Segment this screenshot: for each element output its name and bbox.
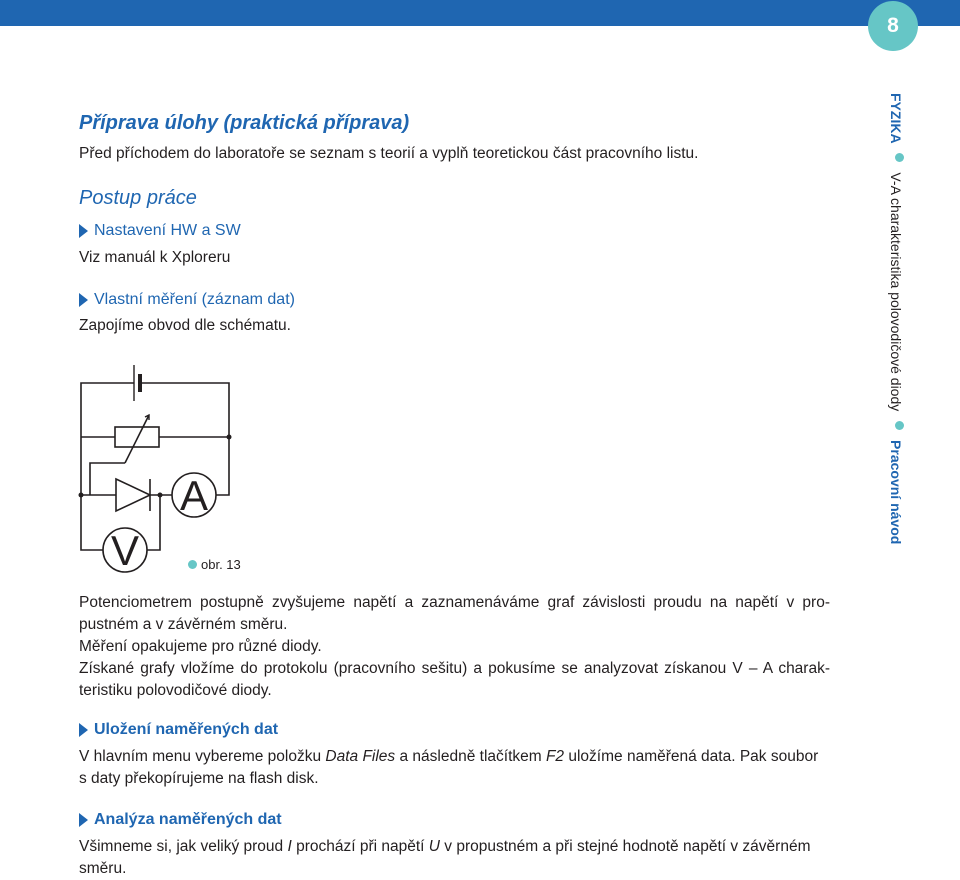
voltmeter-label: V <box>110 527 140 574</box>
figure-caption-text: obr. 13 <box>201 557 241 572</box>
section-heading-preparation: Příprava úlohy (praktická příprava) <box>79 112 410 134</box>
text-run: prochází při napětí <box>291 838 429 855</box>
subheading-label: Uložení naměřených dat <box>94 721 279 738</box>
figure-caption <box>188 557 241 572</box>
text-run: uložíme naměřená data. Pak soubor <box>564 748 819 765</box>
menu-item-name: Data Files <box>325 748 396 765</box>
measurement-text: Zapojíme obvod dle schématu. <box>79 317 291 334</box>
side-tab-kind: Pracovní návod <box>888 440 904 545</box>
side-tab-topic: V-A charakteristika polovodičové diody <box>888 172 904 412</box>
junction-dot <box>158 493 163 498</box>
procedure-line: Potenciometrem postupně zvyšujeme napětí a zaznamenáváme graf závislosti proudu na napětí v pro- <box>79 594 830 611</box>
circuit-schematic <box>70 355 240 580</box>
circuit-wire <box>90 463 125 495</box>
side-tab <box>883 93 909 553</box>
procedure-line: Získané grafy vložíme do protokolu (pracovního sešitu) a pokusíme se analyzovat získanou V – A charak- <box>79 660 830 677</box>
save-line: s daty překopírujeme na flash disk. <box>79 770 319 787</box>
subheading-measurement <box>79 291 295 309</box>
circuit-wire <box>216 437 229 495</box>
bullet-marker-icon <box>79 293 88 307</box>
analysis-line <box>79 836 830 858</box>
circuit-wire <box>140 383 229 437</box>
text-run: Všimneme si, jak veliký proud <box>79 838 288 855</box>
subheading-label: Nastavení HW a SW <box>94 222 241 239</box>
save-line <box>79 746 830 768</box>
junction-dot <box>227 435 232 440</box>
analysis-line: směru. <box>79 860 127 877</box>
analysis-paragraph <box>79 836 830 880</box>
section-heading-procedure: Postup práce <box>79 187 197 209</box>
bullet-marker-icon <box>79 224 88 238</box>
potentiometer-resistor <box>115 427 159 447</box>
text-run: v propustném a při stejné hodnotě napětí v závěrném <box>439 838 811 855</box>
circuit-wire <box>81 383 134 437</box>
procedure-line: teristiku polovodičové diody. <box>79 682 272 699</box>
subheading-analysis <box>79 811 282 829</box>
caption-dot <box>188 560 197 569</box>
subheading-save-data <box>79 721 278 739</box>
potentiometer-arrow <box>125 415 149 463</box>
procedure-line: Měření opakujeme pro různé diody. <box>79 638 322 655</box>
key-name: F2 <box>545 748 565 765</box>
hw-sw-text: Viz manuál k Xploreru <box>79 249 231 266</box>
procedure-line: pustném a v závěrném směru. <box>79 616 288 633</box>
subheading-label: Vlastní měření (záznam dat) <box>94 291 295 308</box>
voltage-symbol: U <box>428 838 440 855</box>
subheading-hw-sw <box>79 222 241 240</box>
current-symbol: I <box>287 838 292 855</box>
text-run: V hlavním menu vybereme položku <box>79 748 326 765</box>
bullet-marker-icon <box>79 813 88 827</box>
junction-dot <box>79 493 84 498</box>
side-tab-subject: FYZIKA <box>888 93 904 144</box>
circuit-wire <box>147 495 160 550</box>
circuit-wire <box>81 437 103 550</box>
preparation-text: Před příchodem do laboratoře se seznam s teorií a vyplň teoretickou část pracovního listu. <box>79 145 699 162</box>
bullet-marker-icon <box>79 723 88 737</box>
procedure-paragraph <box>79 592 830 702</box>
top-bar <box>0 0 960 26</box>
side-tab-dot <box>895 421 904 430</box>
text-run: a následně tlačítkem <box>395 748 546 765</box>
page-number-badge: 8 <box>868 1 918 51</box>
diode-triangle <box>116 479 150 511</box>
side-tab-dot <box>895 153 904 162</box>
subheading-label: Analýza naměřených dat <box>94 811 282 828</box>
ammeter-label: A <box>179 472 209 519</box>
save-paragraph <box>79 746 830 790</box>
